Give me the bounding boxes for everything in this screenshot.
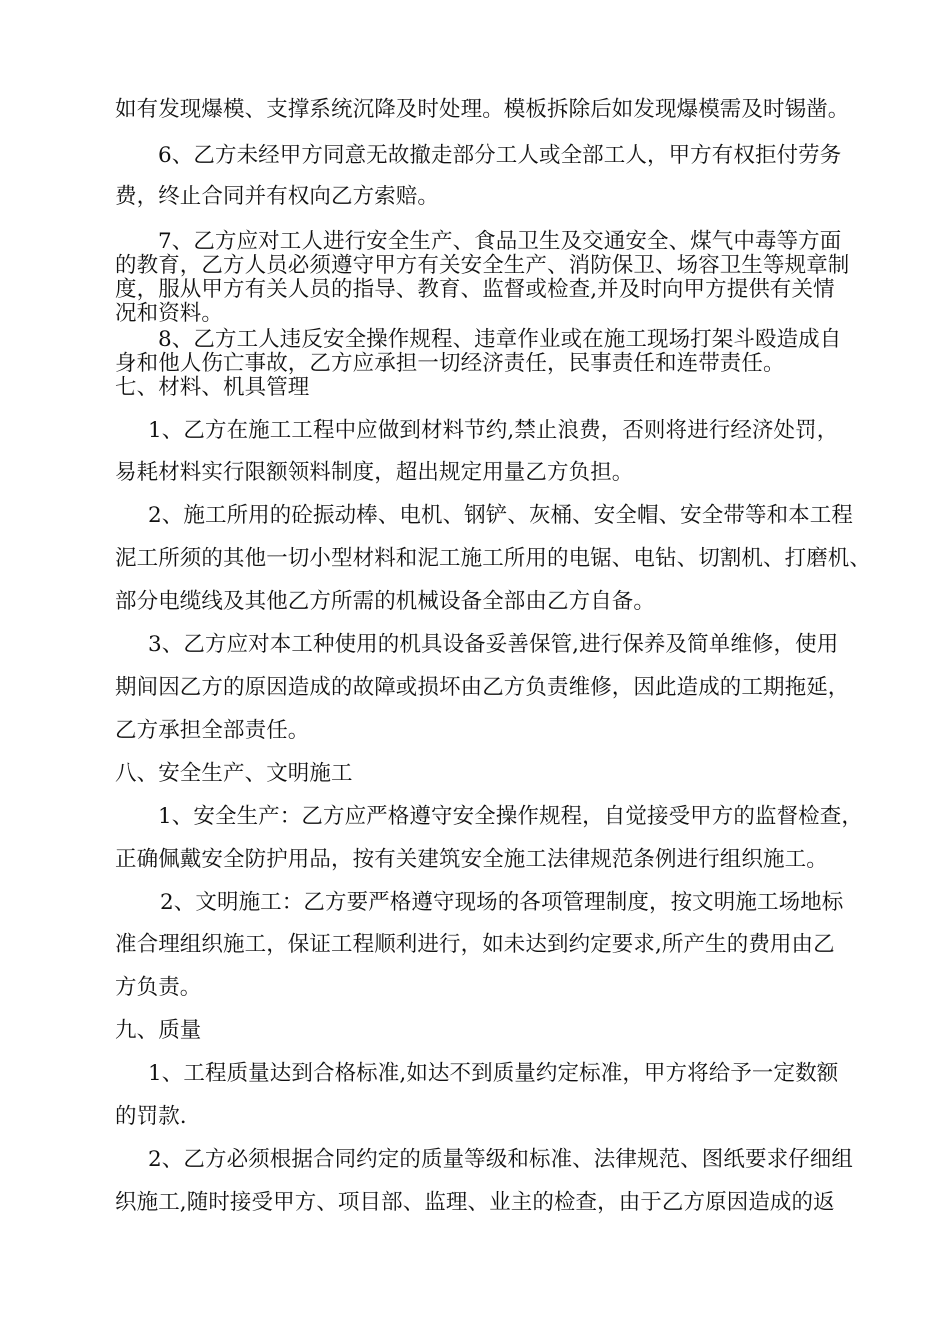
text-line: 况和资料。 <box>115 301 224 326</box>
text-line: 2、乙方必须根据合同约定的质量等级和标准、法律规范、图纸要求仔细组 <box>148 1147 853 1172</box>
text-line: 8、乙方工人违反安全操作规程、违章作业或在施工现场打架斗殴造成自 <box>158 327 842 352</box>
text-line: 准合理组织施工，保证工程顺利进行，如未达到约定要求,所产生的费用由乙 <box>115 932 835 957</box>
text-line: 如有发现爆模、支撑系统沉降及时处理。模板拆除后如发现爆模需及时锡凿。 <box>115 97 850 122</box>
text-line: 易耗材料实行限额领料制度，超出规定用量乙方负担。 <box>115 460 634 485</box>
text-line: 泥工所须的其他一切小型材料和泥工施工所用的电锯、电钻、切割机、打磨机、 <box>115 546 872 571</box>
text-line: 6、乙方未经甲方同意无故撤走部分工人或全部工人，甲方有权拒付劳务 <box>158 143 842 168</box>
text-line: 的罚款. <box>115 1104 187 1129</box>
text-line: 费，终止合同并有权向乙方索赔。 <box>115 184 440 209</box>
section-heading: 八、安全生产、文明施工 <box>115 761 353 786</box>
text-line: 方负责。 <box>115 975 202 1000</box>
text-line: 1、工程质量达到合格标准,如达不到质量约定标准，甲方将给予一定数额 <box>148 1061 839 1086</box>
text-line: 期间因乙方的原因造成的故障或损坏由乙方负责维修，因此造成的工期拖延， <box>115 675 850 700</box>
text-line: 1、乙方在施工工程中应做到材料节约,禁止浪费，否则将进行经济处罚， <box>148 418 839 443</box>
text-line: 3、乙方应对本工种使用的机具设备妥善保管,进行保养及简单维修，使用 <box>148 632 839 657</box>
text-line: 身和他人伤亡事故，乙方应承担一切经济责任，民事责任和连带责任。 <box>115 351 785 376</box>
section-heading: 九、质量 <box>115 1018 202 1043</box>
text-line: 2、施工所用的砼振动棒、电机、钢铲、灰桶、安全帽、安全带等和本工程 <box>148 503 853 528</box>
text-line: 乙方承担全部责任。 <box>115 718 310 743</box>
text-line: 7、乙方应对工人进行安全生产、食品卫生及交通安全、煤气中毒等方面 <box>158 229 842 254</box>
text-line: 1、安全生产：乙方应严格遵守安全操作规程，自觉接受甲方的监督检查， <box>158 804 863 829</box>
text-line: 的教育，乙方人员必须遵守甲方有关安全生产、消防保卫、场容卫生等规章制 <box>115 253 850 278</box>
text-line: 部分电缆线及其他乙方所需的机械设备全部由乙方自备。 <box>115 589 656 614</box>
text-line: 织施工,随时接受甲方、项目部、监理、业主的检查，由于乙方原因造成的返 <box>115 1190 835 1215</box>
text-line: 2、文明施工：乙方要严格遵守现场的各项管理制度，按文明施工场地标 <box>160 890 844 915</box>
text-line: 正确佩戴安全防护用品，按有关建筑安全施工法律规范条例进行组织施工。 <box>115 847 828 872</box>
section-heading: 七、材料、机具管理 <box>115 375 310 400</box>
text-line: 度，服从甲方有关人员的指导、教育、监督或检查,并及时向甲方提供有关情 <box>115 277 835 302</box>
